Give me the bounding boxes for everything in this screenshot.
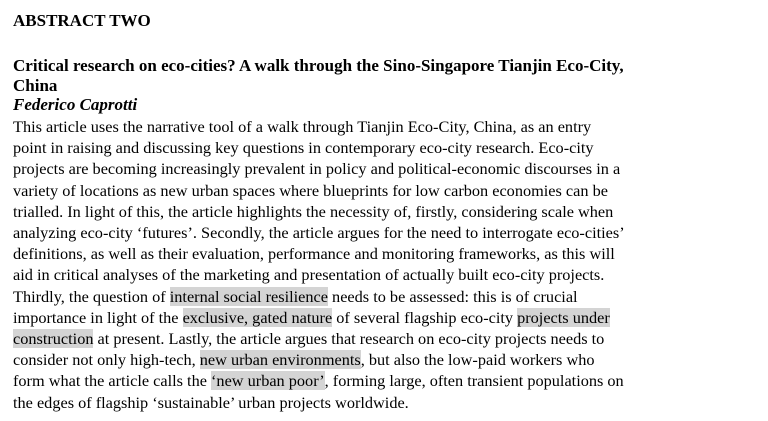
abstract-line-7: definitions, as well as their evaluation, performance and monitoring frameworks, as this will: [13, 244, 615, 264]
abstract-line-6: analyzing eco-city ‘futures’. Secondly, the article argues for the need to interrogate eco-cities’: [13, 223, 625, 243]
text-run: importance in light of the: [13, 307, 183, 327]
abstract-body: [13, 116, 761, 413]
abstract-line-14: the edges of flagship ‘sustainable’ urban projects worldwide.: [13, 392, 409, 412]
abstract-line-11: [13, 328, 761, 349]
text-run: at present. Lastly, the article argues that research on eco-city projects needs to: [93, 329, 605, 349]
abstract-line-12: [13, 349, 761, 370]
article-title: [13, 56, 753, 96]
abstract-line-8: aid in critical analyses of the marketing and presentation of actually built eco-city projects.: [13, 265, 605, 285]
abstract-line-10: [13, 307, 761, 328]
text-run: needs to be assessed: this is of crucial: [327, 286, 578, 306]
article-title-line-1: Critical research on eco-cities? A walk through the Sino-Singapore Tianjin Eco-City,: [13, 56, 624, 75]
highlight-internal-social-resilience: internal social resilience: [169, 286, 328, 306]
abstract-line-2: point in raising and discussing key questions in contemporary eco-city research. Eco-city: [13, 138, 594, 158]
highlight-new-urban-environments: new urban environments: [199, 350, 361, 370]
abstract-line-4: variety of locations as new urban spaces where blueprints for low carbon economies can be: [13, 180, 608, 200]
text-run: , but also the low-paid workers who: [360, 350, 595, 370]
text-run: , forming large, often transient populations on: [324, 371, 624, 391]
text-run: Thirdly, the question of: [13, 286, 170, 306]
abstract-line-1: This article uses the narrative tool of a walk through Tianjin Eco-City, China, as an entry: [13, 117, 592, 136]
text-run: of several flagship eco-city: [332, 307, 518, 327]
abstract-line-9: [13, 286, 761, 307]
highlight-new-urban-poor: ‘new urban poor’: [211, 371, 325, 391]
article-title-line-2: China: [13, 76, 58, 95]
highlight-construction: construction: [13, 329, 94, 349]
highlight-projects-under: projects under: [517, 307, 610, 327]
highlight-exclusive-gated-nature: exclusive, gated nature: [182, 307, 333, 327]
author-name: Federico Caprotti: [13, 95, 138, 114]
text-run: form what the article calls the: [13, 371, 212, 391]
text-run: consider not only high-tech,: [13, 350, 200, 370]
abstract-line-5: trialled. In light of this, the article highlights the necessity of, firstly, considering scale when: [13, 201, 614, 221]
abstract-line-13: [13, 370, 761, 391]
section-heading: ABSTRACT TWO: [13, 11, 151, 30]
abstract-line-3: projects are becoming increasingly prevalent in policy and political-economic discourses in a: [13, 159, 621, 179]
